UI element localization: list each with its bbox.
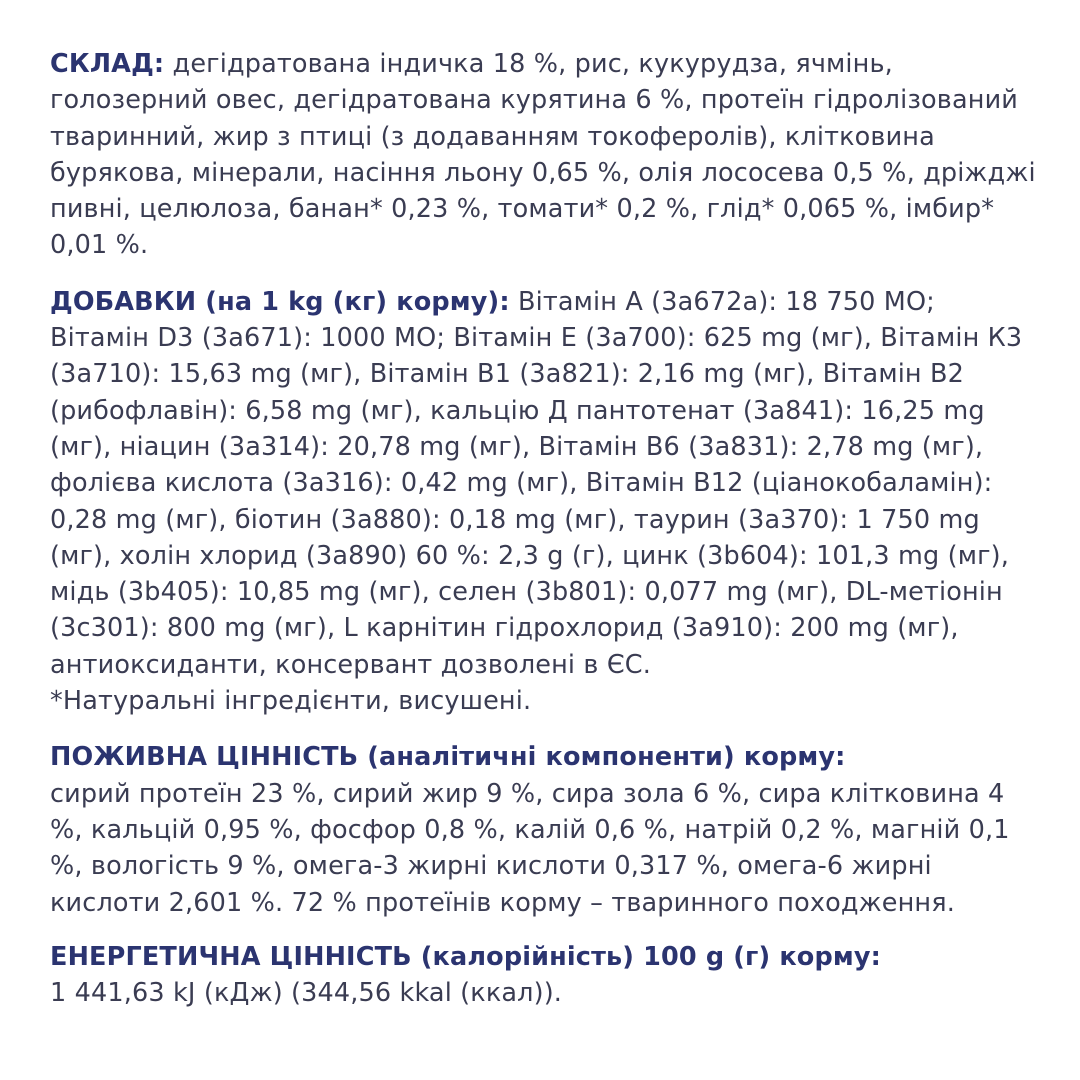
composition-section: [50, 46, 1040, 264]
additives-heading: ДОБАВКИ (на 1 kg (кг) корму):: [50, 286, 510, 317]
nutrition-text: сирий протеїн 23 %, сирий жир 9 %, сира зола 6 %, сира клітковина 4 %, кальцій 0,95 %, фосфор 0,8 %, калій 0,6 %, натрій 0,2 %, магній 0,1 %, вологість 9 %, омега-3 жирні кислоти 0,317 %, омега-6 жирні кислоти 2,601 %. 72 % протеїнів корму – тваринного походження.: [50, 778, 1010, 918]
energy-heading: ЕНЕРГЕТИЧНА ЦІННІСТЬ (калорійність) 100 g (г) корму:: [50, 941, 881, 972]
composition-text: дегідратована індичка 18 %, рис, кукурудза, ячмінь, голозерний овес, дегідратована курятина 6 %, протеїн гідролізований тваринний, жир з птиці (з додаванням токоферолів), клітковина бурякова, мінерали, насіння льону 0,65 %, олія лососева 0,5 %, дріжджі пивні, целюлоза, банан* 0,23 %, томати* 0,2 %, глід* 0,065 %, імбир* 0,01 %.: [50, 49, 1036, 261]
energy-section: [50, 939, 1040, 1012]
composition-heading: СКЛАД:: [50, 49, 165, 79]
nutrition-heading: ПОЖИВНА ЦІННІСТЬ (аналітичні компоненти) корму:: [50, 742, 846, 773]
additives-footnote: *Натуральні інгредієнти, висушені.: [50, 686, 532, 717]
additives-text: Вітамін А (3a672a): 18 750 МО; Вітамін D3 (3a671): 1000 МО; Вітамін Е (3a700): 625 mg (мг), Вітамін К3 (3a710): 15,63 mg (мг), Вітамін В1 (3a821): 2,16 mg (мг), Вітамін В2 (рибофлавін): 6,58 mg (мг), кальцію Д пантотенат (3a841): 16,25 mg (мг), ніацин (3a314): 20,78 mg (мг), Вітамін В6 (3a831): 2,78 mg (мг), фолієва кислота (3a316): 0,42 mg (мг), Вітамін В12 (ціанокобаламін): 0,28 mg (мг), біотин (3a880): 0,18 mg (мг), таурин (3a370): 1 750 mg (мг), холін хлорид (3a890) 60 %: 2,3 g (г), цинк (3b604): 101,3 mg (мг), мідь (3b405): 10,85 mg (мг), селен (3b801): 0,077 mg (мг), DL-метіонін (3c301): 800 mg (мг), L карнітин гідрохлорид (3a910): 200 mg (мг), антиоксиданти, консервант дозволені в ЄС.: [50, 286, 1023, 680]
additives-section: [50, 284, 1040, 720]
nutrition-section: [50, 739, 1040, 920]
energy-text: 1 441,63 kJ (кДж) (344,56 kkal (ккал)).: [50, 978, 563, 1009]
